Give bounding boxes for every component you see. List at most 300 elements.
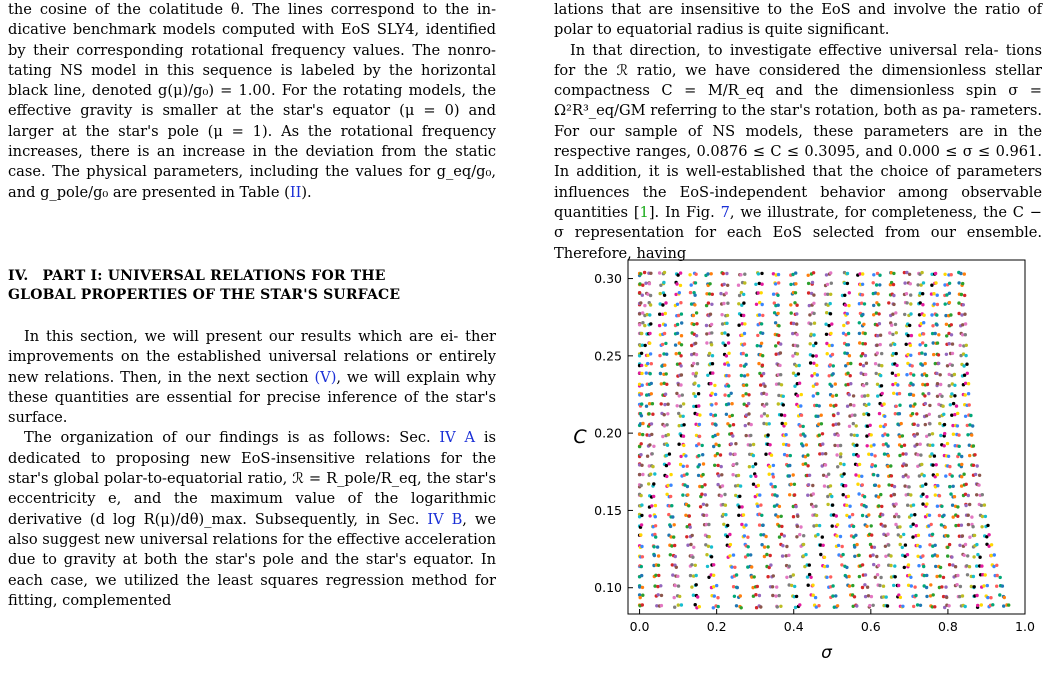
data-point <box>861 283 864 286</box>
data-point <box>873 454 876 457</box>
data-point <box>779 342 782 345</box>
data-point <box>745 434 748 437</box>
data-point <box>886 433 889 436</box>
data-point <box>641 555 644 558</box>
data-point <box>648 313 651 316</box>
data-point <box>802 425 805 428</box>
data-point <box>745 354 748 357</box>
data-point <box>762 372 765 375</box>
data-point <box>765 393 768 396</box>
data-point <box>829 575 832 578</box>
data-point <box>707 301 710 304</box>
text-line: inference of the star's surface. <box>8 388 497 427</box>
data-point <box>812 312 815 315</box>
data-point <box>943 423 946 426</box>
data-point <box>741 394 744 397</box>
data-point <box>723 331 726 334</box>
data-point <box>889 554 892 557</box>
data-point <box>695 334 698 337</box>
data-point <box>968 454 971 457</box>
data-point <box>830 282 833 285</box>
section-ref-v-link[interactable]: (V) <box>314 368 337 386</box>
data-point <box>733 595 736 598</box>
data-point <box>650 422 653 425</box>
data-point <box>720 465 723 468</box>
data-point <box>779 351 782 354</box>
data-point <box>684 454 687 457</box>
table-ref-link[interactable]: II <box>289 183 302 201</box>
data-point <box>921 292 924 295</box>
data-point <box>880 364 883 367</box>
data-point <box>755 303 758 306</box>
data-point <box>975 564 978 567</box>
data-point <box>709 313 712 316</box>
data-point <box>880 505 883 508</box>
citation-1-link[interactable]: 1 <box>639 203 649 221</box>
data-point <box>855 604 858 607</box>
data-point <box>658 324 661 327</box>
data-point <box>989 596 992 599</box>
data-point <box>978 474 981 477</box>
data-point <box>811 584 814 587</box>
data-point <box>695 311 698 314</box>
data-point <box>669 484 672 487</box>
data-point <box>865 525 868 528</box>
data-point <box>954 565 957 568</box>
data-point <box>878 322 881 325</box>
text-fragment: , we <box>336 368 369 386</box>
data-point <box>830 495 833 498</box>
data-point <box>822 544 825 547</box>
data-point <box>640 565 643 568</box>
data-point <box>923 394 926 397</box>
data-point <box>899 535 902 538</box>
data-point <box>984 573 987 576</box>
data-point <box>732 463 735 466</box>
data-point <box>777 273 780 276</box>
data-point <box>948 292 951 295</box>
data-point <box>953 394 956 397</box>
data-point <box>676 332 679 335</box>
data-point <box>947 455 950 458</box>
data-point <box>960 455 963 458</box>
data-point <box>648 443 651 446</box>
data-point <box>867 594 870 597</box>
data-point <box>793 483 796 486</box>
data-point <box>883 524 886 527</box>
data-point <box>853 545 856 548</box>
data-point <box>690 563 693 566</box>
data-point <box>641 473 644 476</box>
data-point <box>651 402 654 405</box>
data-point <box>946 442 949 445</box>
data-point <box>710 331 713 334</box>
data-point <box>831 344 834 347</box>
data-point <box>766 433 769 436</box>
data-point <box>708 535 711 538</box>
data-point <box>649 372 652 375</box>
data-point <box>648 514 651 517</box>
data-point <box>680 343 683 346</box>
data-point <box>788 464 791 467</box>
data-point <box>904 452 907 455</box>
data-point <box>678 394 681 397</box>
data-point <box>845 566 848 569</box>
data-point <box>785 576 788 579</box>
data-point <box>640 414 643 417</box>
data-point <box>716 452 719 455</box>
data-point <box>897 373 900 376</box>
x-tick-label: 0.8 <box>937 619 958 634</box>
data-point <box>752 454 755 457</box>
data-point <box>646 362 649 365</box>
data-point <box>779 605 782 608</box>
data-point <box>772 574 775 577</box>
data-point <box>675 566 678 569</box>
data-point <box>870 453 873 456</box>
data-point <box>740 374 743 377</box>
data-point <box>742 513 745 516</box>
data-point <box>951 352 954 355</box>
data-point <box>848 505 851 508</box>
data-point <box>712 563 715 566</box>
text-line: entirely new relations. Then, in the next section <box>8 348 496 386</box>
data-point <box>745 383 748 386</box>
data-point <box>937 353 940 356</box>
data-point <box>963 272 966 275</box>
data-point <box>705 553 708 556</box>
data-point <box>958 445 961 448</box>
data-point <box>739 273 742 276</box>
section-ref-iva-link[interactable]: IV A <box>439 429 476 447</box>
data-point <box>945 596 948 599</box>
data-point <box>766 414 769 417</box>
data-point <box>846 282 849 285</box>
data-point <box>695 322 698 325</box>
data-point <box>854 473 857 476</box>
data-point <box>936 505 939 508</box>
data-point <box>949 492 952 495</box>
data-point <box>641 603 644 606</box>
data-point <box>894 323 897 326</box>
text-line: the star's global polar-to-equatorial ratio, ℛ = R_pole/R_eq, <box>8 449 497 488</box>
data-point <box>747 402 750 405</box>
data-point <box>818 434 821 437</box>
data-point <box>653 472 656 475</box>
data-point <box>795 333 798 336</box>
data-point <box>788 565 791 568</box>
data-point <box>968 503 971 506</box>
data-point <box>687 504 690 507</box>
data-point <box>839 462 842 465</box>
data-point <box>848 393 851 396</box>
data-point <box>643 271 646 274</box>
data-point <box>719 453 722 456</box>
data-point <box>746 373 749 376</box>
data-point <box>831 594 834 597</box>
data-point <box>816 392 819 395</box>
data-point <box>892 272 895 275</box>
data-point <box>814 596 817 599</box>
text-line: of polar to equatorial radius is quite significant. <box>554 1 1042 39</box>
data-point <box>764 453 767 456</box>
data-point <box>797 372 800 375</box>
data-point <box>874 362 877 365</box>
data-point <box>779 373 782 376</box>
data-point <box>932 341 935 344</box>
data-point <box>732 585 735 588</box>
data-point <box>909 576 912 579</box>
data-point <box>750 565 753 568</box>
data-point <box>706 565 709 568</box>
data-point <box>942 576 945 579</box>
data-point <box>852 404 855 407</box>
data-point <box>959 344 962 347</box>
data-point <box>664 301 667 304</box>
data-point <box>996 574 999 577</box>
data-point <box>898 525 901 528</box>
data-point <box>675 282 678 285</box>
data-point <box>907 475 910 478</box>
data-point <box>920 463 923 466</box>
data-point <box>930 523 933 526</box>
data-point <box>662 281 665 284</box>
data-point <box>811 354 814 357</box>
data-point <box>886 444 889 447</box>
data-point <box>724 513 727 516</box>
data-point <box>761 314 764 317</box>
data-point <box>748 465 751 468</box>
paragraph-parameters <box>554 41 1042 264</box>
data-point <box>866 586 869 589</box>
data-point <box>834 382 837 385</box>
data-point <box>771 594 774 597</box>
data-point <box>848 425 851 428</box>
data-point <box>825 333 828 336</box>
data-point <box>998 593 1001 596</box>
data-point <box>730 392 733 395</box>
data-point <box>795 304 798 307</box>
data-point <box>760 543 763 546</box>
data-point <box>666 412 669 415</box>
data-point <box>885 595 888 598</box>
data-point <box>674 343 677 346</box>
data-point <box>732 553 735 556</box>
data-point <box>861 313 864 316</box>
data-point <box>640 352 643 355</box>
data-point <box>865 382 868 385</box>
data-point <box>725 354 728 357</box>
data-point <box>878 274 881 277</box>
figure-7-link[interactable]: 7 <box>720 203 730 221</box>
data-point <box>665 372 668 375</box>
data-point <box>835 534 838 537</box>
data-point <box>816 415 819 418</box>
data-point <box>842 324 845 327</box>
data-point <box>739 594 742 597</box>
data-point <box>814 505 817 508</box>
data-point <box>804 553 807 556</box>
data-point <box>777 304 780 307</box>
data-point <box>829 312 832 315</box>
data-point <box>679 405 682 408</box>
data-point <box>951 364 954 367</box>
data-point <box>711 371 714 374</box>
data-point <box>903 281 906 284</box>
data-point <box>661 435 664 438</box>
data-point <box>818 404 821 407</box>
data-point <box>739 364 742 367</box>
data-point <box>638 291 641 294</box>
data-point <box>691 534 694 537</box>
data-point <box>847 495 850 498</box>
data-point <box>893 485 896 488</box>
data-point <box>743 273 746 276</box>
data-point <box>872 304 875 307</box>
data-point <box>849 403 852 406</box>
data-point <box>714 393 717 396</box>
data-point <box>665 353 668 356</box>
data-point <box>815 354 818 357</box>
data-point <box>950 414 953 417</box>
data-point <box>973 453 976 456</box>
data-point <box>950 333 953 336</box>
data-point <box>703 483 706 486</box>
data-point <box>657 554 660 557</box>
data-point <box>904 543 907 546</box>
data-point <box>798 533 801 536</box>
data-point <box>659 584 662 587</box>
data-point <box>714 443 717 446</box>
data-point <box>705 324 708 327</box>
data-point <box>960 463 963 466</box>
data-point <box>661 303 664 306</box>
data-point <box>808 313 811 316</box>
data-point <box>654 504 657 507</box>
data-point <box>646 455 649 458</box>
data-point <box>879 425 882 428</box>
data-point <box>835 514 838 517</box>
data-point <box>799 525 802 528</box>
data-point <box>870 433 873 436</box>
data-point <box>697 474 700 477</box>
text-line: The organization of our findings is as follows: Sec. <box>24 429 440 447</box>
data-point <box>640 523 643 526</box>
data-point <box>640 372 643 375</box>
data-point <box>924 423 927 426</box>
data-point <box>701 444 704 447</box>
data-point <box>948 465 951 468</box>
data-point <box>899 596 902 599</box>
data-point <box>808 474 811 477</box>
data-point <box>916 432 919 435</box>
data-point <box>946 554 949 557</box>
data-point <box>855 444 858 447</box>
data-point <box>765 402 768 405</box>
data-point <box>921 493 924 496</box>
data-point <box>970 433 973 436</box>
data-point <box>857 454 860 457</box>
data-point <box>815 514 818 517</box>
data-point <box>852 453 855 456</box>
data-point <box>789 303 792 306</box>
data-point <box>916 283 919 286</box>
data-point <box>995 585 998 588</box>
data-point <box>839 452 842 455</box>
data-point <box>760 342 763 345</box>
data-point <box>831 394 834 397</box>
data-point <box>976 464 979 467</box>
data-point <box>815 364 818 367</box>
data-point <box>673 606 676 609</box>
data-point <box>856 434 859 437</box>
text-fragment: ]. In Fig. <box>648 203 721 221</box>
data-point <box>876 334 879 337</box>
data-point <box>658 271 661 274</box>
data-point <box>777 334 780 337</box>
data-point <box>735 573 738 576</box>
data-point <box>654 524 657 527</box>
data-point <box>691 556 694 559</box>
text-line: larger at the star's pole (μ = 1). As the rotational frequency <box>8 122 496 140</box>
data-point <box>650 504 653 507</box>
data-point <box>743 374 746 377</box>
data-point <box>774 282 777 285</box>
data-point <box>846 405 849 408</box>
data-point <box>720 473 723 476</box>
data-point <box>809 342 812 345</box>
data-point <box>949 313 952 316</box>
data-point <box>806 464 809 467</box>
data-point <box>659 372 662 375</box>
x-tick-label: 0.2 <box>706 619 727 634</box>
data-point <box>864 573 867 576</box>
data-point <box>774 594 777 597</box>
data-point <box>964 504 967 507</box>
data-point <box>828 374 831 377</box>
data-point <box>927 392 930 395</box>
data-point <box>756 344 759 347</box>
data-point <box>723 393 726 396</box>
text-line: logarithmic derivative (d log R(μ)/dθ)_max. Subsequently, <box>8 490 496 528</box>
data-point <box>964 322 967 325</box>
data-point <box>737 284 740 287</box>
data-point <box>864 332 867 335</box>
data-point <box>807 584 810 587</box>
data-point <box>640 464 643 467</box>
data-point <box>861 483 864 486</box>
data-point <box>702 462 705 465</box>
data-point <box>664 323 667 326</box>
data-point <box>682 444 685 447</box>
data-point <box>847 343 850 346</box>
data-point <box>710 272 713 275</box>
section-ref-ivb-link[interactable]: IV B <box>427 510 463 528</box>
data-point <box>929 583 932 586</box>
data-point <box>872 443 875 446</box>
data-point <box>919 453 922 456</box>
data-point <box>848 291 851 294</box>
data-point <box>936 484 939 487</box>
data-point <box>761 364 764 367</box>
data-point <box>846 312 849 315</box>
data-point <box>940 395 943 398</box>
data-point <box>789 283 792 286</box>
data-point <box>720 313 723 316</box>
data-point <box>742 352 745 355</box>
data-point <box>875 555 878 558</box>
data-point <box>933 454 936 457</box>
